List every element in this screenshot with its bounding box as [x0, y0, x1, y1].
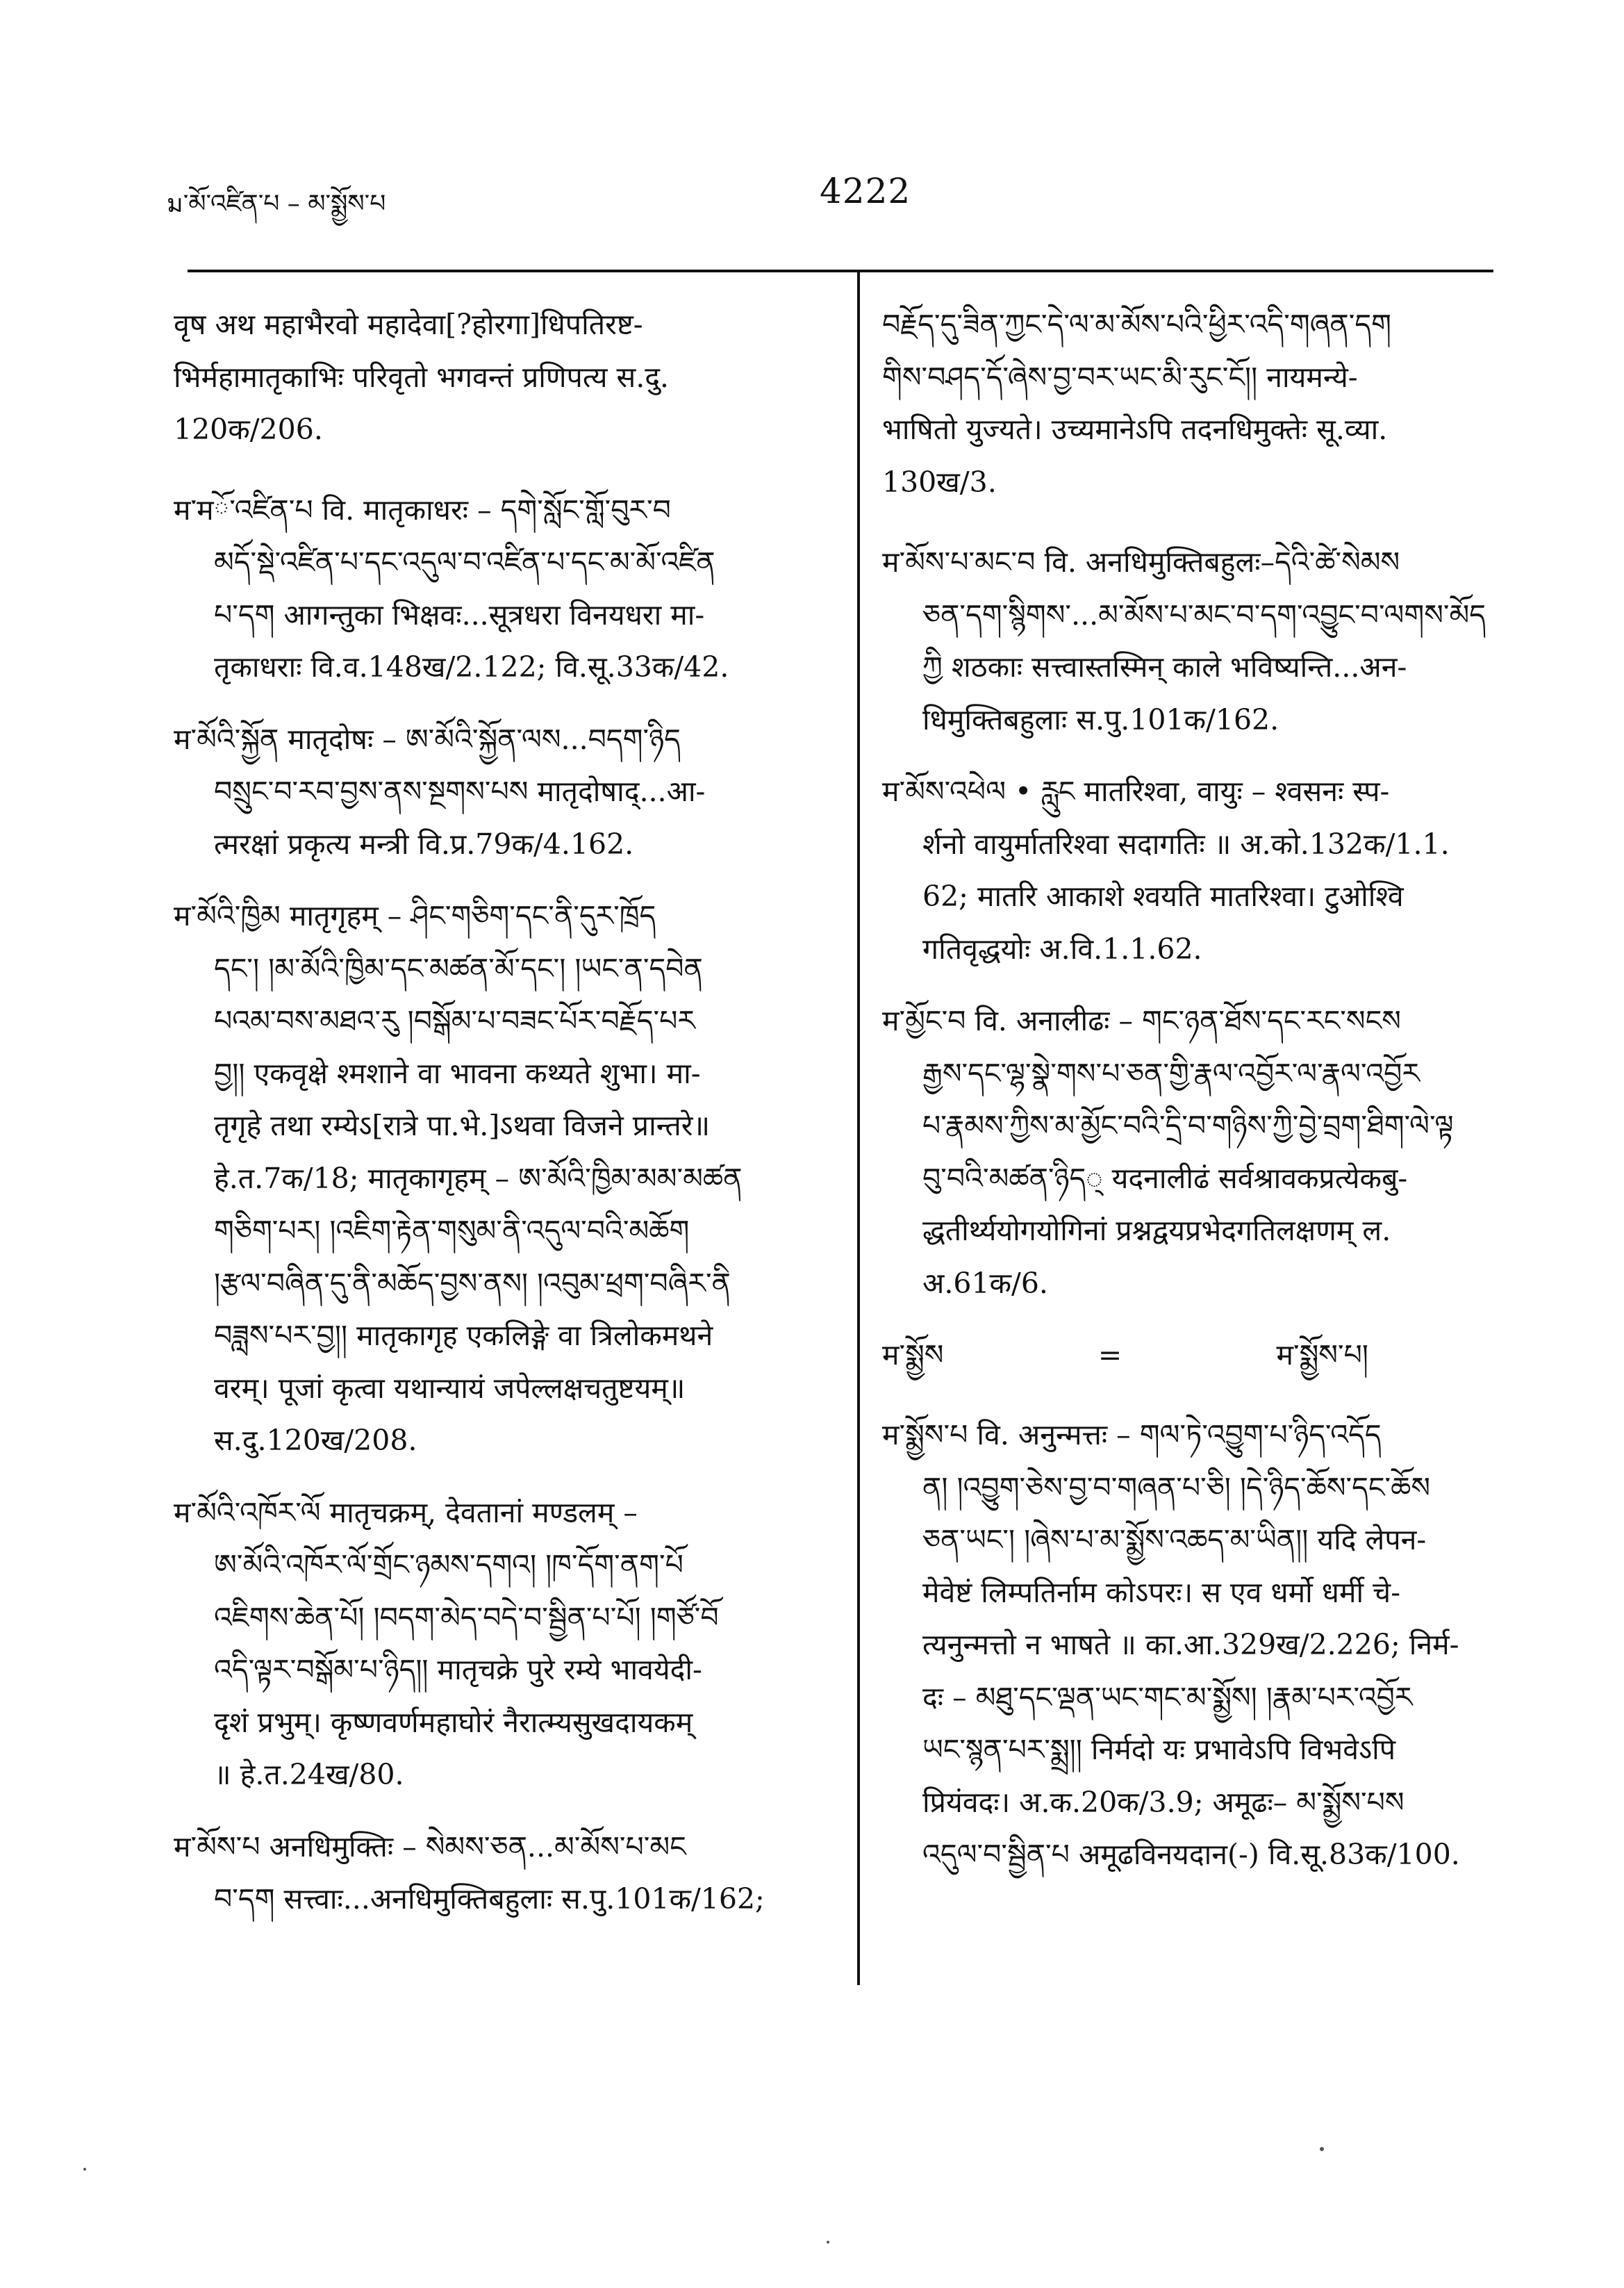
entry-text: म་མོའི་སྐྱོན मातृदोषः – ཨ་མོའི་སྐྱོན་ལས...བདག་ཉིད བསྲུང་བ་རབ་བྱས་ནས་སྔགས་པས मातृदोषाद्...आ- त्मरक्षां प्रकृत्य मन्त्री वि.प्र.79क/4.162. [174, 722, 706, 861]
header-rule [188, 270, 1493, 272]
entry-text: म་མོས་འཕེལ • རླུང मातरिश्वा, वायुः – श्वसनः स्प- र्शनो वायुर्मातरिश्वा सदागतिः ॥ अ.को.132क/1.1. 62; मातरि आकाशे श्वयति मातरिश्वा। टुओश्वि गतिवृद्धयोः अ.वि.1.1.62. [882, 775, 1450, 966]
entry-text: म་མོས་པ་མང་བ वि. अनधिमुक्तिबहुलः–དེའི་ཚེ་སེམས ཅན་དག་སྙིགས་...མ་མོས་པ་མང་བ་དག་འབྱུང་བ་ལགས་མོད ཀྱི शठकाः सत्त्वास्तस्मिन् काले भविष्यन्ति...अन- धिमुक्तिबहुलाः स.पु.101क/162. [882, 545, 1486, 736]
right-column [882, 299, 1535, 1901]
scan-speck [1320, 2147, 1324, 2151]
entry-text: म་मོ་འཛིན་པ वि. मातृकाधरः – དགེ་སློང་གློ་བུར་བ མདོ་སྡེ་འཛིན་པ་དང་འདུལ་བ་འཛིན་པ་དང་མ་མོ་འཛིན པ་དག आगन्तुका भिक्षवः...सूत्रधरा विनयधरा मा- तृकाधराः वि.व.148ख/2.122; वि.सू.33क/42. [174, 493, 729, 684]
entry-text: म་མོའི་འཁོར་ལོ मातृचक्रम्, देवतानां मण्डलम् – ཨ་མོའི་འཁོར་ལོ་གྲོང་ཉམས་དགའ། །ཁ་དོག་ནག་པོ འཇིགས་ཆེན་པོ། །བདག་མེད་བདེ་བ་སྦྱིན་པ་པོ། །གཙོ་བོ འདི་ལྟར་བསྒོམ་པ་ཉིད།། मातृचक्रे पुरे रम्ये भावयेदी- दृशं प्रभुम्। कृष्णवर्णमहाघोरं नैरात्म्यसुखदायकम् ॥ हे.त.24ख/80. [174, 1495, 719, 1791]
dictionary-entry [174, 299, 827, 456]
xref-equals: = [1097, 1338, 1122, 1372]
entry-text: वृष अथ महाभैरवो महादेवा[?होरगा]धिपतिरष्ट- भिर्महामातृकाभिः परिवृतो भगवन्तं प्रणिपत्य स.दु. 120क/206. [174, 308, 670, 446]
dictionary-entry [174, 1821, 827, 1926]
entry-text: བརྗོད་དུ་ཟིན་ཀྱང་དེ་ལ་མ་མོས་པའི་ཕྱིར་འདི་གཞན་དག གིས་བཤད་དོ་ཞེས་བྱ་བར་ཡང་མི་རུང་ངོ།། नायमन्ये- भाषितो युज्यते। उच्यमानेऽपि तदनधिमुक्तेः सू.व्या. 130ख/3. [882, 308, 1391, 499]
page-number: 4222 [820, 171, 911, 211]
scan-speck [827, 2241, 829, 2244]
xref-target: म་སྨྱོས་པ། [1276, 1338, 1368, 1372]
dictionary-entry [174, 484, 827, 694]
dictionary-entry [174, 890, 827, 1467]
entry-text: म་མོའི་ཁྱིམ मातृगृहम् – ཤིང་གཅིག་དང་ནི་དུར་ཁྲོད དང་། །མ་མོའི་ཁྱིམ་དང་མཚན་མོ་དང་། །ཡང་ན་དབེན པའམ་བས་མཐའ་རུ །བསྒོམ་པ་བཟང་པོར་བརྗོད་པར བྱ།། एकवृक्षे श्मशाने वा भावना कथ्यते शुभा। मा- तृगृहे तथा रम्येऽ[रात्रे पा.भे.]ऽथवा विजने प्रान्तरे॥ हे.त.7क/18; मातृकागृहम् – ཨ་མོའི་ཁྱིམ་མམ་མཚན གཅིག་པར། །འཇིག་རྟེན་གསུམ་ནི་འདུལ་བའི་མཆོག །རྩལ་བཞིན་དུ་ནི་མཆོད་བྱས་ནས། །འབུམ་ཕྲག་བཞིར་ནི བཟླས་པར་བྱ།། मातृकागृह एकलिङ्गे वा त्रिलोकमथने वरम्। पूजां कृत्वा यथान्यायं जपेल्लक्षचतुष्टयम्॥ स.दु.120ख/208. [174, 899, 743, 1457]
entry-text: म་མྱོང་བ वि. अनालीढः – གང་ཉན་ཐོས་དང་རང་སངས རྒྱས་དང་ལྷ་སྣེ་གས་པ་ཅན་གྱི་རྣལ་འབྱོར་ལ་རྣལ་འབྱོར པ་རྣམས་ཀྱིས་མ་མྱོང་བའི་དྲི་བ་གཉིས་ཀྱི་བྱེ་བྲག་ཐིག་ལེ་ལྟ བུ་བའི་མཚན་ཉིད् यदनालीढं सर्वश्रावकप्रत्येकबु- द्धतीर्थ्ययोगयोगिनां प्रश्नद्वयप्रभेदगतिलक्षणम् ल. अ.61क/6. [882, 1004, 1454, 1300]
dictionary-entry [882, 766, 1535, 976]
dictionary-entry [882, 536, 1535, 746]
cross-reference [882, 1329, 1368, 1381]
dictionary-entry [174, 1487, 827, 1802]
xref-headword: म་སྨྱོས [882, 1338, 944, 1372]
dictionary-entry [174, 714, 827, 871]
dictionary-entry [882, 995, 1535, 1310]
scan-speck [83, 2168, 86, 2171]
left-column [174, 299, 827, 1945]
column-divider [857, 272, 860, 1985]
dictionary-entry [882, 1409, 1535, 1882]
entry-text: म་སྨྱོས་པ वि. अनुन्मत्तः – གལ་ཏེ་འབྱུག་པ་ཉིད་འདོད ན། །འབྱུག་ཅེས་བྱ་བ་གཞན་པ་ཅི། །དེ་ཉིད་ཆོས་དང་ཆོས ཅན་ཡང་། །ཞེས་པ་མ་སྨྱོས་འཆད་མ་ཡིན།། यदि लेपन- मेवेष्टं लिम्पतिर्नाम कोऽपरः। स एव धर्मो धर्मी चे- त्यनुन्मत्तो न भाषते ॥ का.आ.329ख/2.226; निर्म- दः – མཐུ་དང་ལྡན་ཡང་གང་མ་སྨྱོས། །རྣམ་པར་འབྱོར ཡང་སྙན་པར་སྨྲ།། निर्मदो यः प्रभावेऽपि विभवेऽपि प्रियंवदः। अ.क.20क/3.9; अमूढः– མ་སྨྱོས་པས འདུལ་བ་སྦྱིན་པ अमूढविनयदान(-) वि.सू.83क/100. [882, 1418, 1460, 1871]
running-head: ม་མོ་འཛིན་པ – མ་སྨྱོས་པ [167, 190, 386, 218]
dictionary-entry [882, 299, 1535, 509]
entry-text: म་མོས་པ अनधिमुक्तिः – སེམས་ཅན...མ་མོས་པ་མང བ་དག सत्त्वाः...अनधिमुक्तिबहुलाः स.पु.101क/162; [174, 1829, 765, 1916]
